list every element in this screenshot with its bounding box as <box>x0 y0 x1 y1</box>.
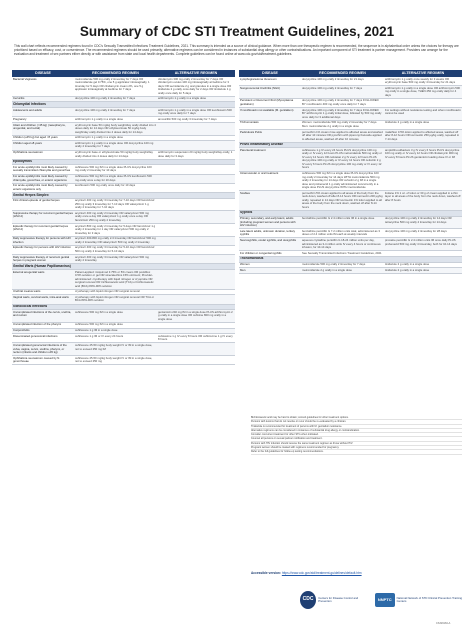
disease-cell: For children or congenital syphilis <box>240 251 282 255</box>
alternative-cell <box>157 290 235 295</box>
alternative-cell <box>157 199 235 211</box>
section-title: Syphilis <box>240 210 253 215</box>
disease-cell: Episodic therapy for recurrent genital herpes (HSV-2) <box>13 224 69 232</box>
table-row <box>12 199 235 212</box>
recommended-cell: ceftriaxone 1 g IM or IV every 24 hours <box>75 334 124 338</box>
alternative-cell <box>157 224 235 236</box>
disease-cell: Uncomplicated gonococcal infections of the vulva, vagina, cervix, urethra, pharynx, or rectum (infants and children ≤45 kg) <box>13 343 67 355</box>
disease-cell: Children aged ≥8 years <box>13 141 42 145</box>
recommended-cell: acyclovir 400 mg orally 3 times/day for 5-10 days OR famciclovir 500 mg orally 2 times/day for 5-10 days <box>75 245 155 253</box>
disease-cell: Persistent or Recurrent NGU (Mycoplasma genitalium) <box>240 98 294 106</box>
recommended-cell: ceftriaxone 1 g IV every 24 hours PLUS doxycycline 100 mg orally or IV every 12 hours PLUS metronidazole 500 mg orally or IV every 12 hours OR cefotetan 2 g IV every 12 hours PLUS doxycycline 100 mg orally or IV every 12 hours OR cefoxitin 2 g IV every 6 hours PLUS doxycycline 100 mg orally or IV every 12 hours <box>302 148 382 170</box>
right-column <box>239 70 462 365</box>
table-row <box>239 191 462 211</box>
recommended-cell: doxycycline 100 mg orally 2 times/day for 7 days <box>75 96 136 101</box>
table-row <box>12 211 235 224</box>
disease-cell: For acute epididymitis most likely caused by enteric organisms only <box>13 183 68 191</box>
alternative-cell: azithromycin 1 g orally in a single dose <box>158 96 207 101</box>
table-row <box>12 151 235 160</box>
disease-cell: Uncomplicated infections of the cervix, urethra, and rectum <box>13 310 72 318</box>
alternative-cell: amoxicillin 500 mg orally 3 times/day for 7 days <box>158 117 217 121</box>
nnptc-logo-mark: NNPTC <box>375 593 395 607</box>
alternative-cell <box>157 295 235 303</box>
table-row <box>12 237 235 246</box>
table-row <box>12 108 235 117</box>
alternative-cell <box>157 343 235 355</box>
recommended-cell: azithromycin 1 g orally in a single dose <box>75 117 124 121</box>
alternative-cell <box>157 141 235 149</box>
disease-cell: Infant and children (<45 kg) (nasopharynx, urogenital, and rectal) <box>13 122 66 131</box>
recommended-cell: Patient-applied: imiquimod 3.75% or 5% cream OR podofilox 0.5% solution or gel OR sinecatechins 15% ointment; Provider-administered: cryotherapy with liquid nitrogen or cryoprobe OR surgical removal OR trichloroacetic acid (TCA) or bichloroacetic acid (BCA) 80%-90% solution <box>75 269 154 288</box>
section-title: Gonococcal Infections <box>13 304 48 309</box>
disease-cell: Bacterial Vaginosis <box>13 77 37 81</box>
alternative-cell: procaine penicillin G 2.4 million units IM once daily PLUS probenecid 500 mg orally 4 times/day, both for 10-14 days <box>385 238 457 246</box>
recommended-cell: benzathine penicillin G 2.4 million units IM in a single dose <box>302 216 375 221</box>
recommended-cell: erythromycin base or ethylsuccinate 50 mg/kg body weight/day orally divided into 4 doses daily for 14 days <box>75 150 153 158</box>
alternative-cell: azithromycin 1 g orally once weekly for 3 weeks OR erythromycin base 500 mg orally 4 times/day for 21 days <box>385 77 456 85</box>
table-row <box>239 172 462 192</box>
recommended-cell: metronidazole 500 mg orally 2 times/day for 7 days OR metronidazole gel 0.75%, one 5 g applicator intravaginally, 1 time/day for 5 days OR clindamycin cream 2%, one 5 g applicator intravaginally at bedtime for 7 days <box>75 77 150 92</box>
recommended-cell: erythromycin base 50 mg/kg body weight/day orally divided into 4 doses daily for 14 days OR ethylsuccinate 50 mg/kg body weight/day orally divided into 4 doses daily for 14 days <box>75 122 156 134</box>
accessible-link[interactable]: https://www.cdc.gov/std/treatment-guidelines/default.htm <box>281 571 362 575</box>
table-row <box>239 148 462 171</box>
footnote: Refer to the full guidelines for follow-up testing recommendations. <box>251 450 462 454</box>
recommended-cell: ceftriaxone 500 mg IM in a single dose PLUS levofloxacin 500 mg orally once a day for 10 days <box>75 174 152 182</box>
alternative-cell: tinidazole 2 g orally in a single dose <box>385 268 430 272</box>
recommended-cell: acyclovir 400 mg orally 2 times/day OR valacyclovir 500 mg orally once a day OR valacyclovir 1 g orally once a day OR famciclovir 250 mg orally 2 times/day <box>75 211 149 222</box>
alternative-cell <box>157 211 235 223</box>
disease-cell: Nongonococcal Urethritis (NGU) <box>240 86 281 90</box>
disease-cell: Suppressive therapy for recurrent genital herpes (HSV-2) <box>13 211 73 219</box>
disease-cell: Daily suppressive therapy of recurrent genital herpes in pregnant women <box>13 255 70 263</box>
recommended-cell: See Sexually Transmitted Infections Treatment Guidelines, 2021 <box>302 251 382 255</box>
section-title: Genital Warts (Human Papillomavirus) <box>13 264 71 268</box>
recommended-cell: benzathine penicillin G 7.2 million units total, administered as 3 doses of 2.4 million units IM each at weekly intervals <box>302 229 380 237</box>
recommended-cell: azithromycin 1 g orally in a single dose OR doxycycline 100 mg orally 2 times/day for 7 days <box>75 141 154 149</box>
section-title: Genital Herpes Simplex <box>13 192 49 197</box>
header-recommended: RECOMMENDED REGIMEN <box>92 71 139 75</box>
footnotes <box>251 416 462 516</box>
recommended-cell: metronidazole 500 mg orally 2 times/day for 7 days <box>302 262 366 267</box>
footnote: Counsel all persons on sexual partner notification and treatment. <box>251 437 462 441</box>
table-row <box>239 268 462 274</box>
recommended-cell: ceftriaxone 500 mg IM in a single dose PLUS doxycycline 100 mg orally 2 times/day for 10 days <box>75 165 152 173</box>
disease-cell: Men <box>240 268 246 272</box>
nnptc-logo-text: National Network of STD Clinical Prevention Training Centers <box>396 595 463 603</box>
table-row <box>239 108 462 121</box>
alternative-cell: For settings without resistance testing and when moxifloxacin cannot be used <box>385 108 461 116</box>
footnote: Pregnant women should be treated with regimens recommended for pregnancy. <box>251 446 462 450</box>
table-header-right <box>239 70 462 77</box>
disease-cell: Ophthalmia neonatorum <box>13 150 44 155</box>
disease-cell: If moxifloxacin not available (M. genitalium) <box>240 108 294 112</box>
alternative-cell <box>157 237 235 245</box>
table-row <box>12 295 235 304</box>
table-row <box>12 165 235 174</box>
recommended-cell: ceftriaxone 1 g IM in a single dose <box>75 328 118 333</box>
intro-paragraph: This wall chart reflects recommended regimens found in CDC's Sexually Transmitted Infections Treatment Guidelines, 2021. This summary is intended as a source of clinical guidance. When more than one therapeutic regimen is recommended, the sequence is in alphabetical order unless the choices for therapy are prioritized based on efficacy, cost, or convenience. The recommended regimens should be used primarily; alternative regimens can be considered in instances of substantial drug allergy or other contraindications. An important component of STI treatment is partner management. Providers can arrange for the evaluation and treatment of sex partners either directly or with assistance from state and local health departments. Complete guidelines can be found online at www.cdc.gov/std/treatment-guidelines. <box>14 44 459 57</box>
table-row <box>12 224 235 237</box>
alternative-cell: doxycycline 100 mg orally 2 times/day for 14 days OR tetracycline 500 mg orally 4 times/day for 14 days <box>385 216 452 224</box>
recommended-cell: azithromycin 1 g orally in a single dose <box>75 135 124 140</box>
alternative-cell: doxycycline 100 mg orally 2 times/day for 28 days <box>385 229 447 233</box>
table-row <box>239 99 462 108</box>
section-title: Trichomoniasis <box>240 256 264 261</box>
left-table-body <box>12 77 235 365</box>
accessible-version <box>251 571 362 575</box>
footnote: Consider concurrent treatment for other STIs when indicated. <box>251 433 462 437</box>
nnptc-logo <box>375 593 465 607</box>
alternative-cell <box>157 270 235 289</box>
treatment-columns <box>12 70 462 365</box>
recommended-cell: levofloxacin 500 mg orally once daily for 10 days <box>75 183 136 188</box>
footnote: Persons with HIV infection should receive the same treatment regimen as those without HIV. <box>251 442 462 446</box>
recommended-cell: permethrin 5% cream applied to all areas of the body from the neck down, washed off after 8-14 hours OR ivermectin 200 μg/kg orally, repeated in 14 days OR ivermectin 1% lotion applied to all areas of the body from the neck down, washed off after 8-14 hours <box>302 191 383 209</box>
alternative-cell <box>157 184 235 192</box>
alternative-cell: azithromycin 1 g orally in a single dose OR azithromycin 500 mg orally in a single dose, THEN 250 mg orally daily for 4 days <box>385 86 460 97</box>
alternative-cell <box>384 251 462 256</box>
table-row <box>239 238 462 251</box>
alternative-cell <box>384 99 462 107</box>
disease-cell: Ophthalmia neonatorum caused by N. gonorrhoeae <box>13 356 61 364</box>
disease-cell: Daily suppressive therapy for persons with HIV infection <box>13 236 71 244</box>
disease-cell: Urethral meatus warts <box>13 289 41 294</box>
footnote: Persons with lesions that do not resolve or recur should be re-evaluated by a clinician. <box>251 420 462 424</box>
recommended-cell: doxycycline 100 mg orally 2 times/day for 7 days <box>302 86 363 90</box>
disease-cell: Scabies <box>240 191 250 195</box>
recommended-cell: aqueous crystalline penicillin G 18-24 million units per day, administered as 3-4 million units IV every 4 hours or continuous infusion, for 10-14 days <box>302 238 381 250</box>
disease-cell: Disseminated gonococcal infections <box>13 334 58 338</box>
alternative-cell <box>157 246 235 254</box>
alternative-cell <box>384 172 462 191</box>
recommended-cell: ceftriaxone 500 mg IM in a single dose PLUS doxycycline 100 mg orally 2 times/day for 14 days WITH metronidazole 500 mg orally 2 times/day for 14 days OR cefoxitin 2 g IM in a single dose and probenecid 1 g orally administered concurrently in a single dose PLUS doxycycline WITH metronidazole <box>302 171 380 190</box>
right-table-body <box>239 77 462 274</box>
recommended-cell: cryotherapy with liquid nitrogen OR surgical removal <box>75 289 140 294</box>
recommended-cell: doxycycline 100 mg orally 2 times/day for 21 days <box>302 77 364 81</box>
disease-cell: Lymphogranuloma Venereum <box>240 77 277 81</box>
header-disease: DISEASE <box>262 71 278 75</box>
table-row <box>12 356 235 365</box>
disease-cell: Women <box>240 262 250 267</box>
disease-cell: Vaginal warts, cervical warts, intra-anal warts <box>13 295 69 299</box>
table-row <box>239 77 462 86</box>
alternative-cell: malathion 0.5% lotion applied to affected areas, washed off after 8-12 hours OR ivermectin 250 μg/kg orally, repeated in 7-14 days <box>385 129 460 141</box>
recommended-cell: metronidazole 2 g orally in a single dose <box>302 268 352 272</box>
disease-cell: Adolescents and adults <box>13 108 42 112</box>
disease-cell: Late latent adults, unknown duration, tertiary syphilis <box>240 229 296 237</box>
table-row <box>12 175 235 184</box>
alternative-cell <box>157 123 235 135</box>
alternative-cell: gentamicin 240 mg IM in a single dose PLUS azithromycin 2 g orally in a single dose OR cefixime 800 mg orally in a single dose <box>158 310 233 321</box>
alternative-cell: cefotaxime 1 g IV every 8 hours OR ceftizoxime 1 g IV every 8 hours <box>158 334 233 342</box>
header-disease: DISEASE <box>35 71 51 75</box>
cdc-logo-text: Centers for Disease Control and Prevention <box>318 595 359 603</box>
alternative-cell: clindamycin 300 mg orally 2 times/day for 7 days OR clindamycin ovules 100 mg intravaginally at bedtime for 3 days OR secnidazole 2 g oral granules in a single dose OR tinidazole 2 g orally once daily for 2 days OR tinidazole 1 g orally once daily for 5 days <box>158 77 232 95</box>
alternative-cell: lindane 1% 1 oz. of lotion or 30 g of cream applied in a thin layer to all areas of the body from the neck down, washed off after 8 hours <box>385 191 461 202</box>
recommended-cell: doxycycline 100 mg orally 2 times/day for 7 days <box>75 108 136 112</box>
disease-cell: Parenteral treatment <box>240 148 266 152</box>
section-title: Pelvic Inflammatory Disease <box>240 142 284 147</box>
section-title: Chlamydial Infections <box>13 102 46 106</box>
recommended-cell: cryotherapy with liquid nitrogen OR surgical removal OR TCA or BCA 80%-90% solution <box>75 295 155 303</box>
disease-cell: Intramuscular or oral treatment <box>240 171 279 176</box>
table-row <box>12 246 235 255</box>
cdc-logo <box>300 591 367 609</box>
alternative-cell: azithromycin 1 g orally in a single dose OR levofloxacin 500 mg orally once daily for 7 days <box>158 108 232 116</box>
table-row <box>12 255 235 264</box>
table-row <box>12 310 235 323</box>
disease-cell: External anogenital warts <box>13 269 45 274</box>
header-alternative: ALTERNATIVE REGIMEN <box>401 71 445 75</box>
left-column <box>12 70 235 365</box>
disease-cell: For acute epididymitis most likely caused by sexually transmitted chlamydia and gonorrhea <box>13 165 71 173</box>
header-recommended: RECOMMENDED REGIMEN <box>319 71 366 75</box>
table-row <box>12 77 235 97</box>
header-alternative: ALTERNATIVE REGIMEN <box>174 71 218 75</box>
table-row <box>239 217 462 230</box>
disease-cell: Pediculosis Pubis <box>240 129 262 134</box>
alternative-cell <box>157 175 235 183</box>
disease-cell: Trichomoniasis <box>240 120 259 125</box>
recommended-cell: ceftriaxone 500 mg IM in a single dose <box>75 322 123 327</box>
table-row <box>12 343 235 356</box>
recommended-cell: acyclovir 400 mg orally 3 times/day OR valacyclovir 500 mg orally 2 times/day <box>75 255 149 263</box>
cdc-logo-mark: CDC <box>300 591 316 609</box>
footnote: Bichloroacetic acid may be hard to obtain; consult guidelines for other treatment options. <box>251 416 462 420</box>
alternative-cell <box>157 136 235 141</box>
disease-cell: Conjunctivitis <box>13 328 30 333</box>
alternative-cell: tinidazole 2 g orally in a single dose <box>385 120 430 125</box>
recommended-cell: permethrin 1% cream rinse applied to affected areas and washed off after 10 minutes OR pyrethrin with piperonyl butoxide applied to affected areas, washed off after 10 minutes <box>302 129 383 141</box>
table-row <box>239 86 462 99</box>
table-row <box>12 123 235 136</box>
recommended-cell: Women: metronidazole 500 mg orally 2 times/day for 7 days. Men: metronidazole 2 g orally in a single dose <box>302 120 378 128</box>
recommended-cell: acyclovir 400 mg orally 3 times/day for 7-10 days OR famciclovir 250 mg orally 3 times/day for 7-10 days OR valacyclovir 1 g orally 2 times/day for 7-10 days <box>75 198 155 210</box>
accessible-label: Accessible version: <box>251 571 281 575</box>
alternative-cell <box>157 323 235 328</box>
disease-cell: First clinical episode of genital herpes <box>13 198 60 203</box>
table-row <box>12 270 235 290</box>
table-row <box>12 141 235 150</box>
logos <box>300 585 465 615</box>
disease-cell: Children (≥45 kg) but aged <8 years <box>13 135 58 140</box>
table-header-left <box>12 70 235 77</box>
disease-cell: Cervicitis <box>13 96 25 101</box>
disease-cell: For acute epididymitis most likely caused by chlamydia, gonorrhea, or enteric organisms <box>13 174 68 182</box>
recommended-cell: ceftriaxone 25-50 mg/kg body weight IV or IM in a single dose, not to exceed 250 mg IM <box>75 343 153 351</box>
footnote: Alternative regimens can be considered in instances of substantial drug allergy or contraindication. <box>251 429 462 433</box>
recommended-cell: doxycycline 100 mg orally 2 times/day for 7 days FOLLOWED BY azithromycin 1 g orally initial dose, followed by 500 mg orally once daily for 3 additional days <box>302 108 382 119</box>
recommended-cell: doxycycline 100 mg orally 2 times/day for 7 days FOLLOWED BY moxifloxacin 400 mg orally once daily for 7 days <box>302 98 379 106</box>
alternative-cell: azithromycin suspension 20 mg/kg body weight/day orally, 1 dose daily for 3 days <box>158 150 233 158</box>
disease-cell: Uncomplicated infection of the pharynx <box>13 322 62 327</box>
alternative-cell <box>157 255 235 263</box>
disease-cell: Primary, secondary, and early latent, adults (including pregnant women and persons with HIV infection) <box>240 216 296 228</box>
recommended-cell: ceftriaxone 25-50 mg/kg body weight IV or IM in a single dose, not to exceed 250 mg <box>75 356 153 364</box>
recommended-cell: ceftriaxone 500 mg IM in a single dose <box>75 310 123 314</box>
recommended-cell: acyclovir 400-800 mg orally 2-3 times/day OR famciclovir 500 mg orally 2 times/day OR valacyclovir 500 mg orally 2 times/day <box>75 236 156 244</box>
document-code: CS329184-A <box>436 622 451 625</box>
table-row <box>239 229 462 238</box>
table-row <box>12 184 235 193</box>
page-title: Summary of CDC STI Treatment Guidelines, 2021 <box>79 24 395 39</box>
disease-cell: Pregnancy <box>13 117 27 121</box>
alternative-cell <box>157 329 235 334</box>
alternative-cell: tinidazole 2 g orally in a single dose <box>385 262 430 267</box>
alternative-cell: ampicillin-sulbactam 3 g IV every 6 hours PLUS doxycycline 100 mg orally or IV every 12 hours OR clindamycin 900 mg IV every 8 hours PLUS gentamicin loading dose IV or IM <box>385 148 460 159</box>
disease-cell: Neurosyphilis, ocular syphilis, and otosyphilis <box>240 238 296 243</box>
disease-cell: Episodic therapy for persons with HIV infection <box>13 245 71 250</box>
alternative-cell <box>157 165 235 173</box>
table-row <box>12 334 235 343</box>
section-title: Epididymitis <box>13 159 32 164</box>
alternative-cell <box>157 356 235 364</box>
table-row <box>239 130 462 143</box>
footnote: Tinidazole is recommended for treatment of persons with M. genitalium resistance. <box>251 425 462 429</box>
recommended-cell: acyclovir 800 mg orally 2 times/day for 5 days OR famciclovir 1 g orally 2 times/day for 1 day OR valacyclovir 500 mg orally 2 times/day for 3 days <box>75 224 156 235</box>
table-row <box>239 121 462 130</box>
